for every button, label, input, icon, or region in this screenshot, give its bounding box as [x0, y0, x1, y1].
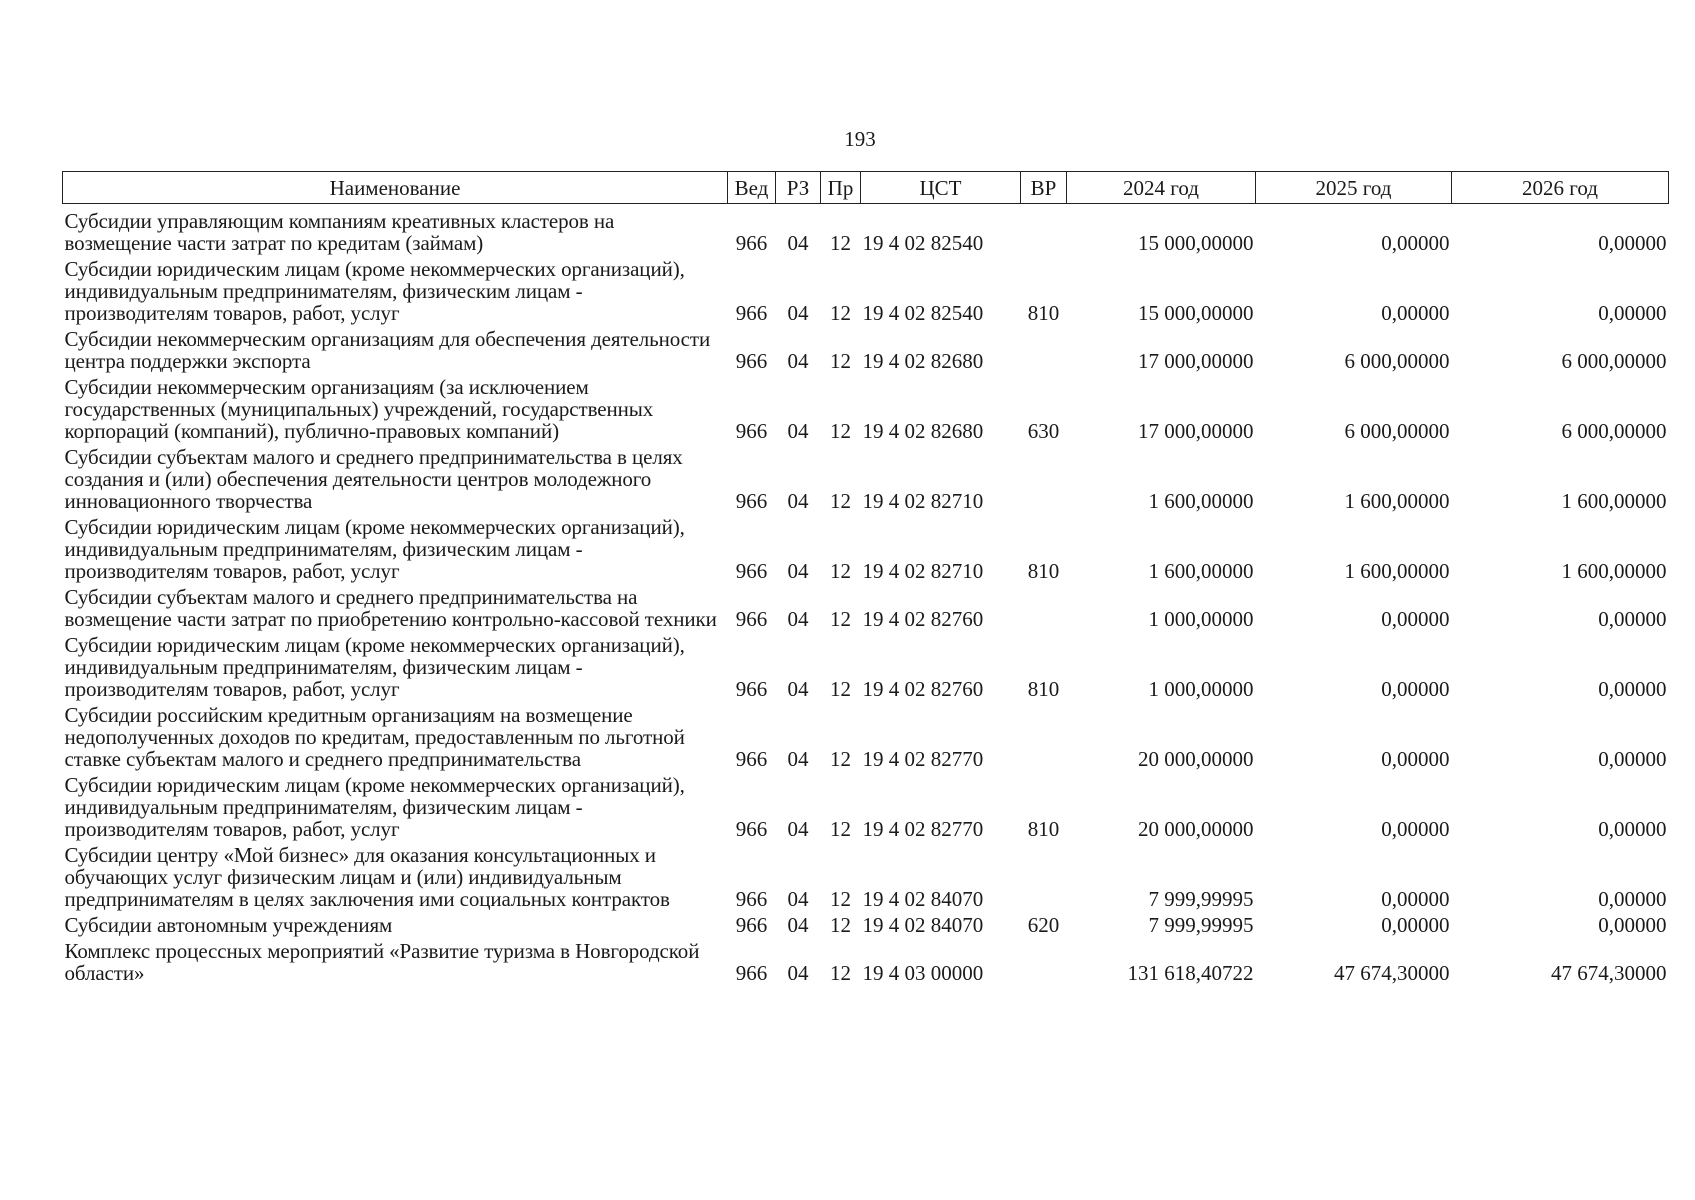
row-amount-2024: 7 999,99995 [1148, 887, 1254, 911]
row-cst: 19 4 02 82770 [862, 817, 984, 841]
row-amount-2025: 47 674,30000 [1334, 961, 1450, 985]
row-vr: 630 [1027, 419, 1060, 443]
row-vr [1021, 442, 1067, 512]
row-amount-2026: 6 000,00000 [1561, 349, 1667, 373]
row-amount-2026: 1 600,00000 [1561, 489, 1667, 513]
row-name: Субсидии центру «Мой бизнес» для оказания консультационных и обучающих услуг физическим лицам и (или) индивидуальным предпринимателям в целях заключения ими социальных контрактов [64, 843, 670, 911]
row-pr: 12 [830, 301, 851, 325]
table-row [63, 324, 1669, 372]
row-pr: 12 [830, 887, 851, 911]
row-pr: 12 [830, 817, 851, 841]
row-pr: 12 [830, 559, 851, 583]
row-amount-2026: 0,00000 [1598, 887, 1667, 911]
row-name: Субсидии некоммерческим организациям (за исключением государственных (муниципальных) учреждений, государственных корпораций (компаний), публично-правовых компаний) [64, 375, 654, 443]
row-amount-2025: 0,00000 [1381, 607, 1450, 631]
row-vr: 810 [1027, 817, 1060, 841]
row-vr: 620 [1027, 913, 1060, 937]
table-row [63, 840, 1669, 910]
row-amount-2025: 0,00000 [1381, 231, 1450, 255]
row-amount-2025: 0,00000 [1381, 747, 1450, 771]
row-name: Субсидии некоммерческим организациям для обеспечения деятельности центра поддержки экспорта [64, 327, 711, 373]
row-ved: 966 [735, 817, 768, 841]
row-amount-2026: 47 674,30000 [1551, 961, 1667, 985]
row-vr [1021, 582, 1067, 630]
row-cst: 19 4 02 82760 [862, 677, 984, 701]
col-header-ved: Вед [728, 172, 776, 204]
col-header-name: Наименование [63, 172, 728, 204]
row-amount-2026: 0,00000 [1598, 817, 1667, 841]
row-amount-2024: 15 000,00000 [1138, 301, 1254, 325]
row-rz: 04 [787, 231, 809, 255]
row-name: Субсидии юридическим лицам (кроме некоммерческих организаций), индивидуальным предпринимателям, физическим лицам - производителям товаров, работ, услуг [64, 257, 685, 325]
row-vr: 810 [1027, 677, 1060, 701]
row-amount-2026: 0,00000 [1598, 301, 1667, 325]
row-name: Субсидии юридическим лицам (кроме некоммерческих организаций), индивидуальным предпринимателям, физическим лицам - производителям товаров, работ, услуг [64, 515, 685, 583]
row-ved: 966 [735, 489, 768, 513]
row-name: Субсидии субъектам малого и среднего предпринимательства в целях создания и (или) обеспечения деятельности центров молодежного инновационного творчества [64, 445, 683, 513]
row-name: Субсидии автономным учреждениям [64, 913, 393, 937]
row-amount-2024: 20 000,00000 [1138, 747, 1254, 771]
row-amount-2026: 1 600,00000 [1561, 559, 1667, 583]
row-rz: 04 [787, 607, 809, 631]
row-rz: 04 [787, 913, 809, 937]
row-amount-2026: 6 000,00000 [1561, 419, 1667, 443]
row-amount-2025: 0,00000 [1381, 913, 1450, 937]
table-row [63, 204, 1669, 255]
row-amount-2025: 0,00000 [1381, 677, 1450, 701]
row-amount-2026: 0,00000 [1598, 677, 1667, 701]
row-cst: 19 4 02 82540 [862, 231, 984, 255]
row-amount-2025: 6 000,00000 [1344, 419, 1450, 443]
row-pr: 12 [830, 419, 851, 443]
table-header-row [63, 172, 1669, 204]
row-cst: 19 4 02 82680 [862, 349, 984, 373]
row-ved: 966 [735, 913, 768, 937]
row-amount-2024: 7 999,99995 [1148, 913, 1254, 937]
row-vr [1021, 840, 1067, 910]
row-amount-2024: 1 600,00000 [1148, 489, 1254, 513]
row-ved: 966 [735, 607, 768, 631]
row-ved: 966 [735, 747, 768, 771]
row-vr [1021, 936, 1067, 984]
col-header-2024: 2024 год [1067, 172, 1256, 204]
table-row [63, 254, 1669, 324]
table-row [63, 630, 1669, 700]
row-vr [1021, 700, 1067, 770]
col-header-vr: ВР [1021, 172, 1067, 204]
row-ved: 966 [735, 231, 768, 255]
row-cst: 19 4 02 82710 [862, 559, 984, 583]
row-cst: 19 4 02 82680 [862, 419, 984, 443]
table-row [63, 512, 1669, 582]
col-header-pr: Пр [821, 172, 861, 204]
row-rz: 04 [787, 961, 809, 985]
row-amount-2024: 20 000,00000 [1138, 817, 1254, 841]
col-header-2026: 2026 год [1452, 172, 1669, 204]
row-pr: 12 [830, 489, 851, 513]
row-rz: 04 [787, 817, 809, 841]
row-pr: 12 [830, 607, 851, 631]
row-vr [1021, 204, 1067, 255]
row-amount-2026: 0,00000 [1598, 231, 1667, 255]
row-rz: 04 [787, 887, 809, 911]
row-cst: 19 4 02 82770 [862, 747, 984, 771]
row-name: Субсидии юридическим лицам (кроме некоммерческих организаций), индивидуальным предпринимателям, физическим лицам - производителям товаров, работ, услуг [64, 773, 685, 841]
row-rz: 04 [787, 747, 809, 771]
row-rz: 04 [787, 559, 809, 583]
row-amount-2024: 17 000,00000 [1138, 349, 1254, 373]
row-ved: 966 [735, 887, 768, 911]
page-number: 193 [844, 127, 876, 151]
row-vr: 810 [1027, 301, 1060, 325]
row-name: Субсидии российским кредитным организациям на возмещение недополученных доходов по кредитам, предоставленным по льготной ставке субъектам малого и среднего предпринимательства [64, 703, 685, 771]
table-row [63, 770, 1669, 840]
row-amount-2025: 1 600,00000 [1344, 489, 1450, 513]
row-pr: 12 [830, 747, 851, 771]
row-amount-2026: 0,00000 [1598, 607, 1667, 631]
row-name: Комплекс процессных мероприятий «Развитие туризма в Новгородской области» [64, 939, 700, 985]
table-row [63, 372, 1669, 442]
row-amount-2024: 1 000,00000 [1148, 607, 1254, 631]
row-amount-2025: 6 000,00000 [1344, 349, 1450, 373]
table-body [63, 204, 1669, 985]
table-row [63, 910, 1669, 936]
col-header-rz: РЗ [776, 172, 821, 204]
row-rz: 04 [787, 419, 809, 443]
row-ved: 966 [735, 349, 768, 373]
row-pr: 12 [830, 677, 851, 701]
row-rz: 04 [787, 677, 809, 701]
row-vr [1021, 324, 1067, 372]
row-ved: 966 [735, 301, 768, 325]
row-cst: 19 4 02 84070 [862, 913, 984, 937]
row-ved: 966 [735, 677, 768, 701]
row-rz: 04 [787, 301, 809, 325]
row-ved: 966 [735, 559, 768, 583]
row-cst: 19 4 03 00000 [862, 961, 984, 985]
row-name: Субсидии управляющим компаниям креативных кластеров на возмещение части затрат по кредитам (займам) [64, 209, 615, 255]
row-cst: 19 4 02 82760 [862, 607, 984, 631]
row-amount-2024: 1 600,00000 [1148, 559, 1254, 583]
row-pr: 12 [830, 349, 851, 373]
row-name: Субсидии субъектам малого и среднего предпринимательства на возмещение части затрат по приобретению контрольно-кассовой техники [64, 585, 717, 631]
row-ved: 966 [735, 961, 768, 985]
table-row [63, 442, 1669, 512]
row-amount-2025: 0,00000 [1381, 887, 1450, 911]
row-cst: 19 4 02 82710 [862, 489, 984, 513]
col-header-2025: 2025 год [1256, 172, 1452, 204]
row-amount-2024: 1 000,00000 [1148, 677, 1254, 701]
row-ved: 966 [735, 419, 768, 443]
table-row [63, 700, 1669, 770]
row-rz: 04 [787, 349, 809, 373]
row-rz: 04 [787, 489, 809, 513]
row-amount-2025: 1 600,00000 [1344, 559, 1450, 583]
row-amount-2025: 0,00000 [1381, 301, 1450, 325]
row-name: Субсидии юридическим лицам (кроме некоммерческих организаций), индивидуальным предпринимателям, физическим лицам - производителям товаров, работ, услуг [64, 633, 685, 701]
row-amount-2024: 131 618,40722 [1127, 961, 1254, 985]
row-pr: 12 [830, 961, 851, 985]
table-row [63, 936, 1669, 984]
row-cst: 19 4 02 84070 [862, 887, 984, 911]
row-pr: 12 [830, 913, 851, 937]
row-amount-2026: 0,00000 [1598, 913, 1667, 937]
row-pr: 12 [830, 231, 851, 255]
row-amount-2024: 15 000,00000 [1138, 231, 1254, 255]
budget-table [62, 171, 1669, 984]
table-row [63, 582, 1669, 630]
row-amount-2026: 0,00000 [1598, 747, 1667, 771]
col-header-cst: ЦСТ [861, 172, 1021, 204]
row-amount-2025: 0,00000 [1381, 817, 1450, 841]
row-cst: 19 4 02 82540 [862, 301, 984, 325]
row-amount-2024: 17 000,00000 [1138, 419, 1254, 443]
row-vr: 810 [1027, 559, 1060, 583]
